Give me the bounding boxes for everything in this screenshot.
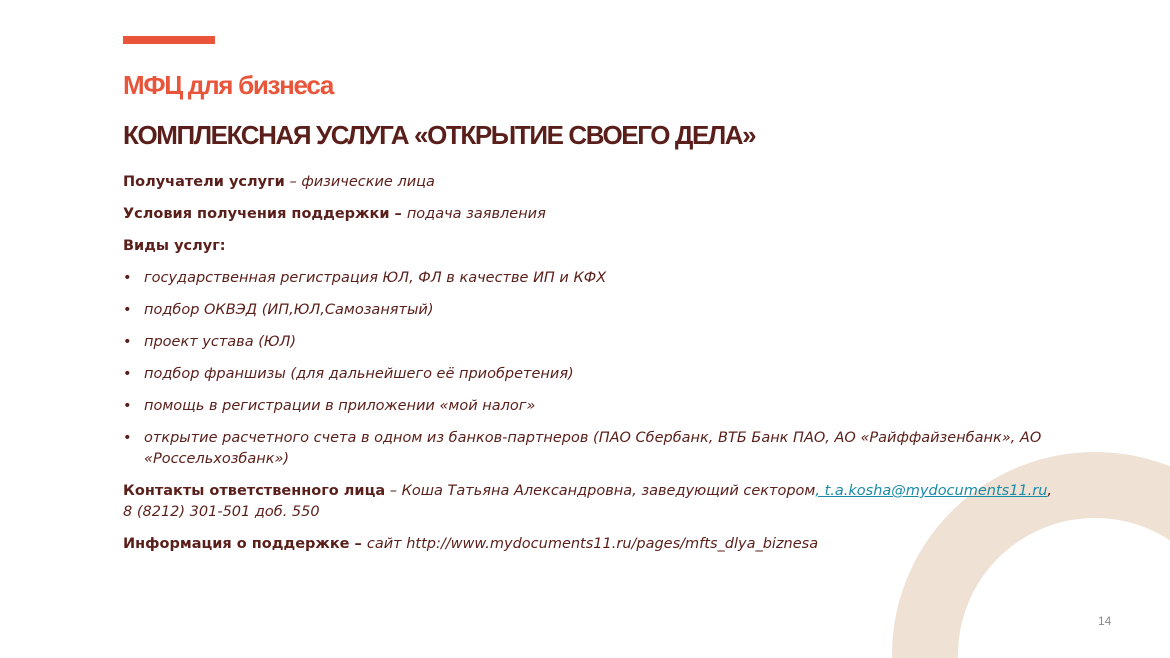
list-item bbox=[123, 396, 1083, 417]
page-number: 14 bbox=[1098, 614, 1112, 628]
bullet: • bbox=[123, 270, 132, 286]
contacts-line bbox=[123, 481, 1083, 523]
list-item bbox=[123, 364, 1083, 385]
contacts-separator: – bbox=[385, 483, 402, 499]
bullet: • bbox=[123, 334, 132, 350]
recipients-value: физические лица bbox=[301, 174, 435, 190]
list-item bbox=[123, 428, 1083, 470]
service-item-text: помощь в регистрации в приложении «мой налог» bbox=[144, 398, 536, 414]
service-item-text: открытие расчетного счета в одном из банков-партнеров (ПАО Сбербанк, ВТБ Банк ПАО, АО «Райффайзенбанк», АО «Россельхозбанк») bbox=[144, 430, 1042, 467]
info-label: Информация о поддержке – bbox=[123, 536, 367, 552]
recipients-label: Получатели услуги bbox=[123, 174, 285, 190]
contacts-person: Коша Татьяна Александровна, заведующий сектором bbox=[401, 483, 816, 499]
email-link-comma: , bbox=[815, 483, 820, 499]
conditions-value: подача заявления bbox=[406, 206, 546, 222]
section-title: МФЦ для бизнеса bbox=[123, 70, 334, 100]
page-title: КОМПЛЕКСНАЯ УСЛУГА «ОТКРЫТИЕ СВОЕГО ДЕЛА» bbox=[123, 120, 756, 150]
list-item bbox=[123, 300, 1083, 321]
accent-bar bbox=[123, 36, 215, 44]
services-heading: Виды услуг: bbox=[123, 238, 226, 254]
bullet: • bbox=[123, 430, 132, 446]
email-trailing-comma: , bbox=[1047, 483, 1053, 499]
contact-phone: 8 (8212) 301-501 доб. 550 bbox=[123, 504, 320, 520]
recipients-separator: – bbox=[284, 174, 302, 190]
bullet: • bbox=[123, 302, 132, 318]
services-list bbox=[123, 268, 1083, 470]
info-value: сайт http://www.mydocuments11.ru/pages/mfts_dlya_biznesa bbox=[366, 536, 819, 552]
conditions-label: Условия получения поддержки – bbox=[123, 206, 407, 222]
list-item bbox=[123, 268, 1083, 289]
email-address: t.a.kosha@mydocuments11.ru bbox=[819, 483, 1048, 499]
bullet: • bbox=[123, 366, 132, 382]
bullet: • bbox=[123, 398, 132, 414]
info-line bbox=[123, 534, 1083, 555]
service-item-text: подбор ОКВЭД (ИП,ЮЛ,Самозанятый) bbox=[144, 302, 434, 318]
slide-content bbox=[123, 172, 1083, 566]
service-item-text: проект устава (ЮЛ) bbox=[144, 334, 297, 350]
conditions-line bbox=[123, 204, 1083, 225]
email-link[interactable] bbox=[815, 483, 1047, 499]
list-item bbox=[123, 332, 1083, 353]
contacts-label: Контакты ответственного лица bbox=[123, 483, 386, 499]
service-item-text: государственная регистрация ЮЛ, ФЛ в качестве ИП и КФХ bbox=[144, 270, 607, 286]
recipients-line bbox=[123, 172, 1083, 193]
service-item-text: подбор франшизы (для дальнейшего её приобретения) bbox=[144, 366, 574, 382]
